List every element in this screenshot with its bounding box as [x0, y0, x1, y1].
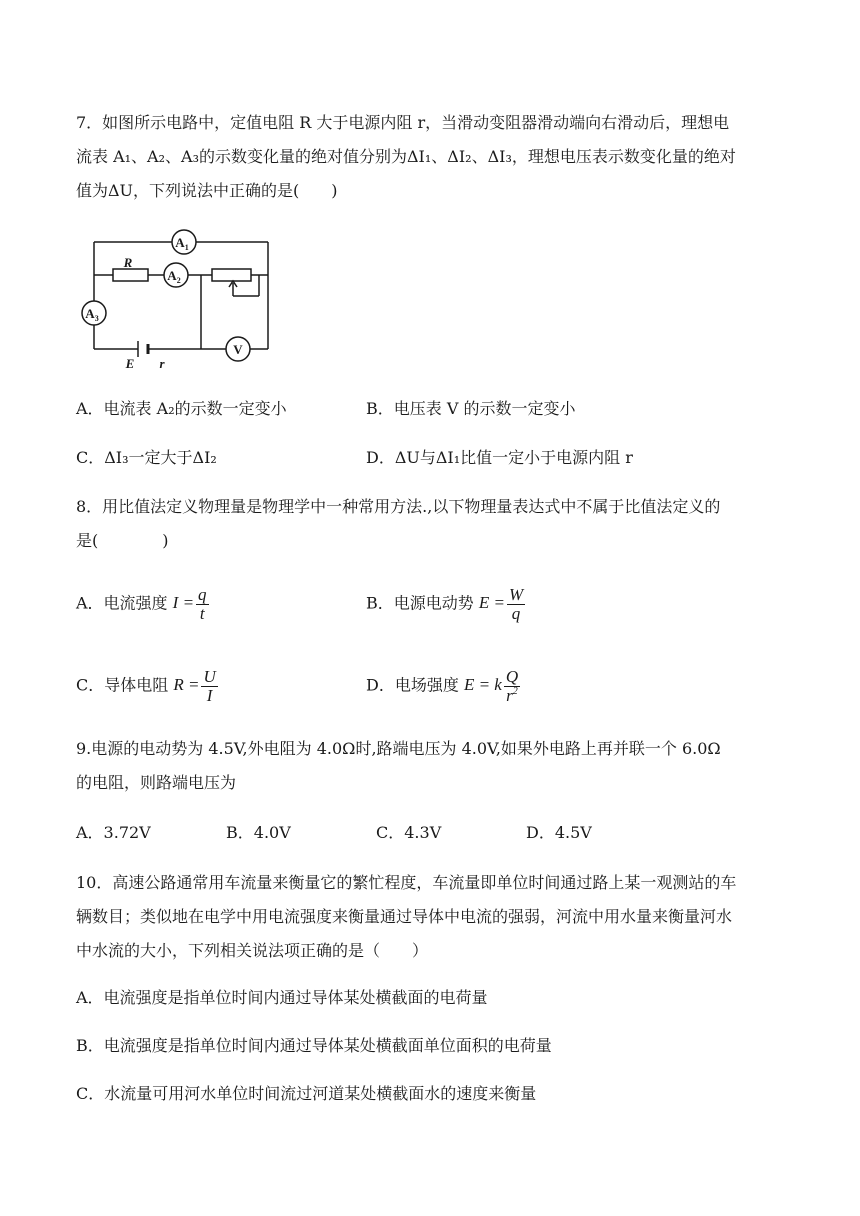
q9-stem-line-2: 的电阻，则路端电压为 [76, 773, 237, 792]
circuit-diagram [76, 228, 280, 374]
q8-option-d-label: D．电场强度 [366, 675, 459, 695]
q8-option-b-lhs: E = [478, 593, 505, 613]
q8-option-a-label: A．电流强度 [76, 593, 168, 613]
a1-label: $A_1$ [175, 235, 189, 252]
q8-option-a-denominator: t [199, 604, 205, 623]
q8-option-c-denominator: I [206, 686, 213, 705]
q8-option-b-numerator: W [508, 585, 524, 604]
q8-option-a[interactable] [76, 586, 211, 623]
q8-option-c-lhs: R = [173, 675, 200, 695]
q7-option-d[interactable]: D．ΔU与ΔI₁比值一定小于电源内阻 r [366, 448, 633, 467]
resistor-r-label: R [123, 255, 133, 270]
q7-stem-line-3: 值为ΔU，下列说法中正确的是( ) [76, 181, 338, 200]
q8-option-a-numerator: q [198, 585, 207, 604]
a3-label: $A_3$ [85, 306, 99, 323]
q9-option-b[interactable]: B．4.0V [226, 823, 291, 842]
q8-option-b-denominator: q [511, 604, 521, 623]
q8-option-c[interactable] [76, 668, 220, 705]
q8-option-b-label: B．电源电动势 [366, 593, 474, 613]
q8-option-d-numerator: Q [505, 667, 519, 686]
q8-option-c-numerator: U [203, 667, 216, 686]
v-label: V [233, 342, 243, 357]
q7-stem-line-2: 流表 A₁、A₂、A₃的示数变化量的绝对值分别为ΔI₁、ΔI₂、ΔI₃，理想电压表示数变化量的绝对 [76, 147, 736, 166]
q7-option-a[interactable]: A．电流表 A₂的示数一定变小 [76, 399, 287, 418]
a2-label: $A_2$ [167, 268, 181, 285]
q10-option-b[interactable]: B．电流强度是指单位时间内通过导体某处横截面单位面积的电荷量 [76, 1036, 552, 1055]
q9-option-d[interactable]: D．4.5V [526, 823, 592, 842]
q8-option-a-lhs: I = [172, 593, 195, 613]
q7-option-c[interactable]: C．ΔI₃一定大于ΔI₂ [76, 448, 217, 467]
q8-option-b[interactable] [366, 586, 527, 623]
q9-stem-line-1: 9.电源的电动势为 4.5V,外电阻为 4.0Ω时,路端电压为 4.0V,如果外电路上再并联一个 6.0Ω [76, 739, 721, 758]
q7-stem-line-1: 7．如图所示电路中，定值电阻 R 大于电源内阻 r，当滑动变阻器滑动端向右滑动后，理想电 [76, 113, 730, 132]
q10-option-c[interactable]: C．水流量可用河水单位时间流过河道某处横截面水的速度来衡量 [76, 1084, 537, 1103]
q9-option-c[interactable]: C．4.3V [376, 823, 442, 842]
q10-stem-line-3: 中水流的大小，下列相关说法项正确的是（ ） [76, 941, 429, 960]
internal-r-label: r [159, 356, 165, 371]
q8-option-d-lhs: E = k [463, 675, 502, 695]
q10-option-a[interactable]: A．电流强度是指单位时间内通过导体某处横截面的电荷量 [76, 988, 488, 1007]
q8-stem-line-2: 是( ) [76, 531, 169, 550]
q8-option-c-label: C．导体电阻 [76, 675, 169, 695]
q10-stem-line-2: 辆数目；类似地在电学中用电流强度来衡量通过导体中电流的强弱，河流中用水量来衡量河水 [76, 907, 733, 926]
emf-e-label: E [125, 356, 135, 371]
q8-stem-line-1: 8．用比值法定义物理量是物理学中一种常用方法.,以下物理量表达式中不属于比值法定义的 [76, 497, 721, 516]
q7-option-b[interactable]: B．电压表 V 的示数一定变小 [366, 399, 576, 418]
q8-option-d[interactable] [366, 668, 522, 705]
q8-option-d-denominator: $r^2$ [506, 686, 518, 705]
q10-stem-line-1: 10．高速公路通常用车流量来衡量它的繁忙程度，车流量即单位时间通过路上某一观测站的车 [76, 873, 737, 892]
q9-option-a[interactable]: A．3.72V [76, 823, 151, 842]
